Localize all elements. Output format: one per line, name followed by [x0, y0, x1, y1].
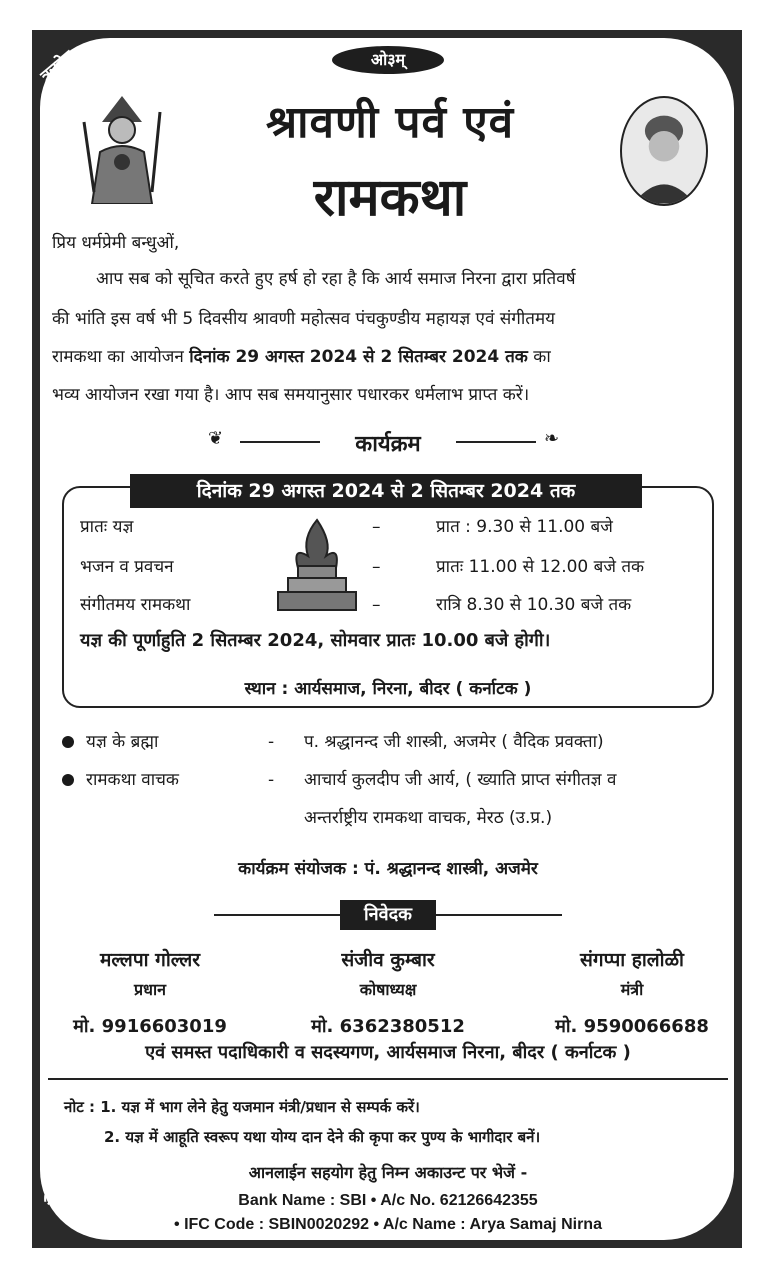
- bank-details-1: Bank Name : SBI • A/c No. 62126642355: [238, 1192, 538, 1209]
- intro-line-3-c: का: [533, 347, 551, 367]
- intro-line-3-a: रामकथा का आयोजन: [52, 347, 184, 367]
- intro-line-2: की भांति इस वर्ष भी 5 दिवसीय श्रावणी महोत्सव पंचकुण्डीय महायज्ञ एवं संगीतमय: [52, 309, 555, 329]
- programme-event-2: भजन व प्रवचन: [80, 557, 174, 577]
- intro-date-range: दिनांक 29 अगस्त 2024 से 2 सितम्बर 2024 तक: [189, 347, 528, 367]
- nivedak-rule-left: [214, 914, 344, 916]
- programme-dash-2: –: [372, 557, 381, 577]
- programme-time-3: रात्रि 8.30 से 10.30 बजे तक: [436, 595, 632, 615]
- programme-date-range: दिनांक 29 अगस्त 2024 से 2 सितम्बर 2024 तक: [130, 474, 642, 508]
- portrait-illustration: [620, 96, 708, 206]
- signatory-role: मंत्री: [620, 980, 644, 999]
- nivedak-rule-right: [432, 914, 562, 916]
- ornament-left-icon: ❦: [208, 428, 224, 449]
- speaker-name-2-cont: अन्तर्राष्ट्रीय रामकथा वाचक, मेरठ (उ.प्र.): [304, 808, 553, 828]
- speaker-dash-1: -: [268, 732, 275, 752]
- intro-line-4: भव्य आयोजन रखा गया है। आप सब समयानुसार पधारकर धर्मलाभ प्राप्त करें।: [52, 385, 530, 405]
- programme-event-3: संगीतमय रामकथा: [80, 595, 191, 615]
- signatory-3: [522, 946, 742, 1038]
- signatory-phone: मो. 6362380512: [311, 1016, 465, 1037]
- bank-details-2: • IFC Code : SBIN0020292 • A/c Name : Arya Samaj Nirna: [174, 1216, 602, 1233]
- note-2: 2. यज्ञ में आहूति स्वरूप यथा योग्य दान देने की कृपा कर पुण्य के भागीदार बनें।: [104, 1128, 541, 1146]
- signatory-phone: मो. 9590066688: [555, 1016, 709, 1037]
- programme-dash-1: –: [372, 517, 381, 537]
- corner-label-bottom-right: अथर्ववेद: [666, 1184, 720, 1233]
- coordinator: कार्यक्रम संयोजक : पं. श्रद्धानन्द शास्त्री, अजमेर: [238, 859, 538, 879]
- completion-notice: यज्ञ की पूर्णाहुति 2 सितम्बर 2024, सोमवार प्रातः 10.00 बजे होगी।: [80, 630, 551, 651]
- programme-time-1: प्रात : 9.30 से 11.00 बजे: [436, 517, 613, 537]
- signatory-name: संजीव कुम्बार: [341, 949, 435, 971]
- havan-kund-icon: [274, 516, 360, 614]
- corner-label-bottom-left: सामवेद: [37, 1186, 85, 1231]
- signatory-role: कोषाध्यक्ष: [359, 980, 417, 999]
- speaker-role-1: यज्ञ के ब्रह्मा: [86, 732, 159, 752]
- corner-label-top-left: ऋग्वेद: [36, 46, 79, 87]
- om-badge: ओ३म्: [332, 46, 444, 74]
- signatory-role: प्रधान: [134, 980, 166, 999]
- programme-dash-3: –: [372, 595, 381, 615]
- signatory-phone: मो. 9916603019: [73, 1016, 227, 1037]
- speaker-name-1: प. श्रद्धानन्द जी शास्त्री, अजमेर ( वैदिक प्रवक्ता): [304, 732, 604, 752]
- bank-heading: आनलाईन सहयोग हेतु निम्न अकाउन्ट पर भेजें -: [248, 1163, 528, 1182]
- note-1: नोट : 1. यज्ञ में भाग लेने हेतु यजमान मंत्री/प्रधान से सम्पर्क करें।: [64, 1098, 420, 1116]
- title-line-1: श्रावणी पर्व एवं: [265, 97, 515, 148]
- title-line-2: रामकथा: [313, 168, 467, 228]
- speaker-name-2: आचार्य कुलदीप जी आर्य, ( ख्याति प्राप्त संगीतज्ञ व: [304, 770, 617, 790]
- bullet-icon: [62, 736, 74, 748]
- venue: स्थान : आर्यसमाज, निरना, बीदर ( कर्नाटक ): [244, 679, 532, 699]
- bullet-icon: [62, 774, 74, 786]
- signatory-2: [278, 946, 498, 1038]
- intro-line-3: [52, 346, 551, 368]
- signatory-name: मल्लपा गोल्लर: [100, 949, 200, 971]
- speaker-role-2: रामकथा वाचक: [86, 770, 179, 790]
- nivedak-heading: निवेदक: [340, 900, 436, 930]
- programme-time-2: प्रातः 11.00 से 12.00 बजे तक: [436, 557, 645, 577]
- ornament-right-icon: ❧: [544, 428, 560, 449]
- signatory-name: संगप्पा हालोळी: [580, 949, 684, 971]
- salutation: प्रिय धर्मप्रेमी बन्धुओं,: [52, 233, 180, 253]
- deity-illustration: [72, 92, 172, 204]
- programme-heading: [200, 424, 576, 458]
- divider: [48, 1078, 728, 1080]
- speaker-dash-2: -: [268, 770, 275, 790]
- signatory-1: [40, 946, 260, 1038]
- nivedak-footer: एवं समस्त पदाधिकारी व सदस्यगण, आर्यसमाज निरना, बीदर ( कर्नाटक ): [145, 1042, 631, 1063]
- programme-event-1: प्रातः यज्ञ: [80, 517, 134, 537]
- intro-line-1: आप सब को सूचित करते हुए हर्ष हो रहा है कि आर्य समाज निरना द्वारा प्रतिवर्ष: [96, 269, 576, 289]
- corner-label-top-right: यजुर्वेद: [669, 43, 714, 86]
- heading-rule-right: [456, 441, 536, 443]
- programme-heading-label: कार्यक्रम: [320, 428, 456, 458]
- heading-rule-left: [240, 441, 320, 443]
